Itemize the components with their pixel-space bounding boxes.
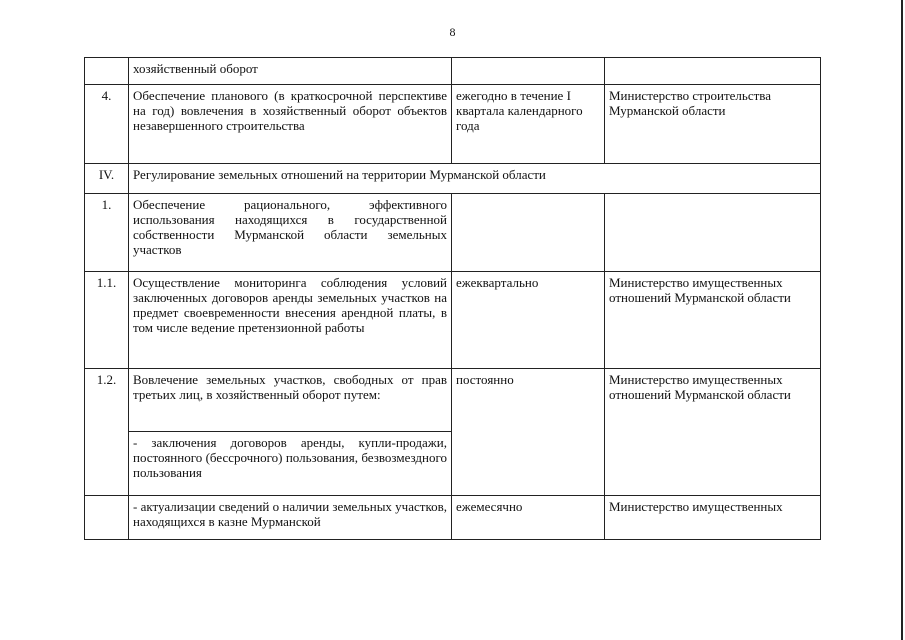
row-term: ежеквартально — [452, 272, 605, 369]
row-measure-subitem: - актуализации сведений о наличии земельных участков, находящихся в казне Мурманской — [129, 496, 452, 540]
table-row — [85, 369, 821, 432]
table-row — [85, 496, 821, 540]
page-number: 8 — [449, 25, 456, 39]
row-term: постоянно — [452, 369, 605, 496]
row-number: 4. — [85, 85, 129, 164]
row-term — [452, 194, 605, 272]
row-responsible — [605, 194, 821, 272]
table-row — [85, 58, 821, 85]
page-edge-line — [901, 0, 903, 640]
row-measure-subitem: - заключения договоров аренды, купли-продажи, постоянного (бессрочного) пользования, безвозмездного пользования — [129, 432, 452, 496]
section-title: Регулирование земельных отношений на территории Мурманской области — [129, 164, 821, 194]
table-row — [85, 85, 821, 164]
table-row — [85, 272, 821, 369]
row-measure-text: Осуществление мониторинга соблюдения условий заключенных договоров аренды земельных участков на предмет своевременности внесения арендной платы, в том числе ведение претензионной работы — [129, 272, 452, 369]
row-responsible: Министерство имущественных — [605, 496, 821, 540]
row-responsible — [605, 58, 821, 85]
row-term: ежемесячно — [452, 496, 605, 540]
row-measure-text: Обеспечение рационального, эффективного использования находящихся в государственной собственности Мурманской области земельных участков — [129, 194, 452, 272]
table-row — [85, 194, 821, 272]
row-number: 1.1. — [85, 272, 129, 369]
row-measure-text: хозяйственный оборот — [129, 58, 452, 85]
section-number: IV. — [85, 164, 129, 194]
row-responsible: Министерство строительства Мурманской области — [605, 85, 821, 164]
row-number — [85, 496, 129, 540]
row-term — [452, 58, 605, 85]
row-number: 1. — [85, 194, 129, 272]
row-term: ежегодно в течение I квартала календарного года — [452, 85, 605, 164]
row-responsible: Министерство имущественных отношений Мурманской области — [605, 272, 821, 369]
row-measure-text: Вовлечение земельных участков, свободных от прав третьих лиц, в хозяйственный оборот путем: — [129, 369, 452, 432]
row-measure-text: Обеспечение планового (в краткосрочной перспективе на год) вовлечения в хозяйственный оборот объектов незавершенного строительства — [129, 85, 452, 164]
row-number: 1.2. — [85, 369, 129, 496]
section-header-row — [85, 164, 821, 194]
row-number — [85, 58, 129, 85]
measures-table — [84, 57, 821, 540]
row-responsible: Министерство имущественных отношений Мурманской области — [605, 369, 821, 496]
